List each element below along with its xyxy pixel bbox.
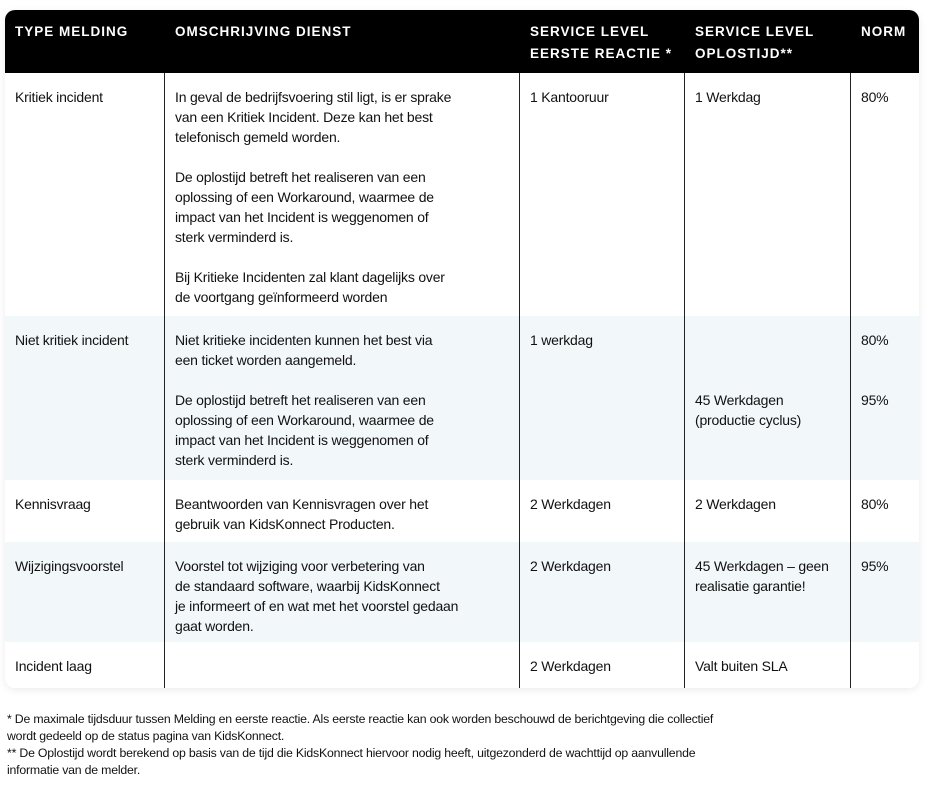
oplostijd-line: realisatie garantie! — [695, 578, 806, 594]
reactie-cell: 2 Werkdagen — [520, 542, 685, 642]
footnotes — [7, 711, 713, 779]
table-row — [5, 480, 919, 542]
norm-cell — [851, 316, 919, 480]
oplostijd-line: 45 Werkdagen – geen — [695, 558, 829, 574]
norm-cell: 95% — [861, 558, 889, 574]
desc-line: gaat worden. — [175, 618, 254, 634]
header-line: EERSTE REACTIE * — [530, 46, 673, 61]
oplostijd-line: (productie cyclus) — [695, 412, 802, 428]
oplostijd-line: 45 Werkdagen — [695, 392, 784, 408]
header-oplostijd — [685, 10, 851, 73]
desc-line: impact van het Incident is weggenomen of — [175, 432, 429, 448]
desc-line: In geval de bedrijfsvoering stil ligt, is er sprake — [175, 89, 452, 105]
table-row — [5, 316, 919, 480]
type-cell: Kennisvraag — [5, 480, 165, 542]
desc-line: Niet kritieke incidenten kunnen het best via — [175, 332, 433, 348]
header-line: OPLOSTIJD** — [695, 46, 794, 61]
desc-line: de standaard software, waarbij KidsKonnect — [175, 578, 440, 594]
oplostijd-cell: 2 Werkdagen — [685, 480, 851, 542]
desc-line: je informeert of en wat met het voorstel gedaan — [175, 598, 459, 614]
norm-cell: 80% — [861, 496, 889, 512]
oplostijd-cell — [685, 316, 851, 480]
norm-value: 95% — [861, 392, 889, 408]
oplostijd-cell: Valt buiten SLA — [685, 642, 851, 688]
footnote-line: informatie van de melder. — [7, 763, 141, 777]
type-cell: Wijzigingsvoorstel — [5, 542, 165, 642]
reactie-cell: 1 werkdag — [520, 316, 685, 480]
header-norm: NORM — [861, 24, 907, 39]
table-row — [5, 542, 919, 642]
type-cell: Incident laag — [5, 642, 165, 688]
oplostijd-cell: 1 Werkdag — [685, 73, 851, 316]
desc-line: telefonisch gemeld worden. — [175, 129, 341, 145]
type-cell: Kritiek incident — [5, 73, 165, 316]
reactie-cell: 2 Werkdagen — [520, 642, 685, 688]
sla-table — [5, 10, 919, 688]
desc-cell — [165, 73, 520, 316]
desc-line: oplossing of een Workaround, waarmee de — [175, 412, 434, 428]
desc-line: gebruik van KidsKonnect Producten. — [175, 516, 395, 532]
desc-line: Voorstel tot wijziging voor verbetering van — [175, 558, 425, 574]
desc-line: De oplostijd betreft het realiseren van een — [175, 392, 426, 408]
reactie-cell: 1 Kantooruur — [520, 73, 685, 316]
header-eerste-reactie — [520, 10, 685, 73]
desc-line: oplossing of een Workaround, waarmee de — [175, 189, 434, 205]
type-cell: Niet kritiek incident — [5, 316, 165, 480]
desc-line: Beantwoorden van Kennisvragen over het — [175, 496, 429, 512]
header-omschrijving: OMSCHRIJVING DIENST — [175, 24, 352, 39]
desc-cell — [165, 642, 520, 688]
footnote-line: * De maximale tijdsduur tussen Melding en eerste reactie. Als eerste reactie kan ook worden beschouwd de berichtgeving die collectief — [7, 712, 714, 726]
desc-line: sterk verminderd is. — [175, 452, 294, 468]
desc-line: van een Kritiek Incident. Deze kan het best — [175, 109, 433, 125]
norm-cell — [851, 642, 919, 688]
table-row — [5, 73, 919, 316]
table-row — [5, 642, 919, 688]
header-type: TYPE MELDING — [15, 24, 129, 39]
norm-value: 80% — [861, 332, 889, 348]
desc-cell — [165, 542, 520, 642]
desc-line: Bij Kritieke Incidenten zal klant dagelijks over — [175, 269, 445, 285]
table-header — [5, 10, 919, 73]
oplostijd-cell — [685, 542, 851, 642]
desc-line: De oplostijd betreft het realiseren van een — [175, 169, 426, 185]
desc-line: de voortgang geïnformeerd worden — [175, 289, 388, 305]
desc-cell — [165, 480, 520, 542]
desc-cell — [165, 316, 520, 480]
footnote-line: wordt gedeeld op de status pagina van KidsKonnect. — [7, 729, 285, 743]
desc-line: impact van het Incident is weggenomen of — [175, 209, 429, 225]
footnote-line: ** De Oplostijd wordt berekend op basis van de tijd die KidsKonnect hiervoor nodig heeft, uitgezonderd de wachttijd op aanvullende — [7, 746, 696, 760]
header-line: SERVICE LEVEL — [530, 24, 650, 39]
norm-cell: 80% — [861, 89, 889, 105]
desc-line: sterk verminderd is. — [175, 229, 294, 245]
reactie-cell: 2 Werkdagen — [520, 480, 685, 542]
desc-line: een ticket worden aangemeld. — [175, 352, 357, 368]
header-line: SERVICE LEVEL — [695, 24, 815, 39]
